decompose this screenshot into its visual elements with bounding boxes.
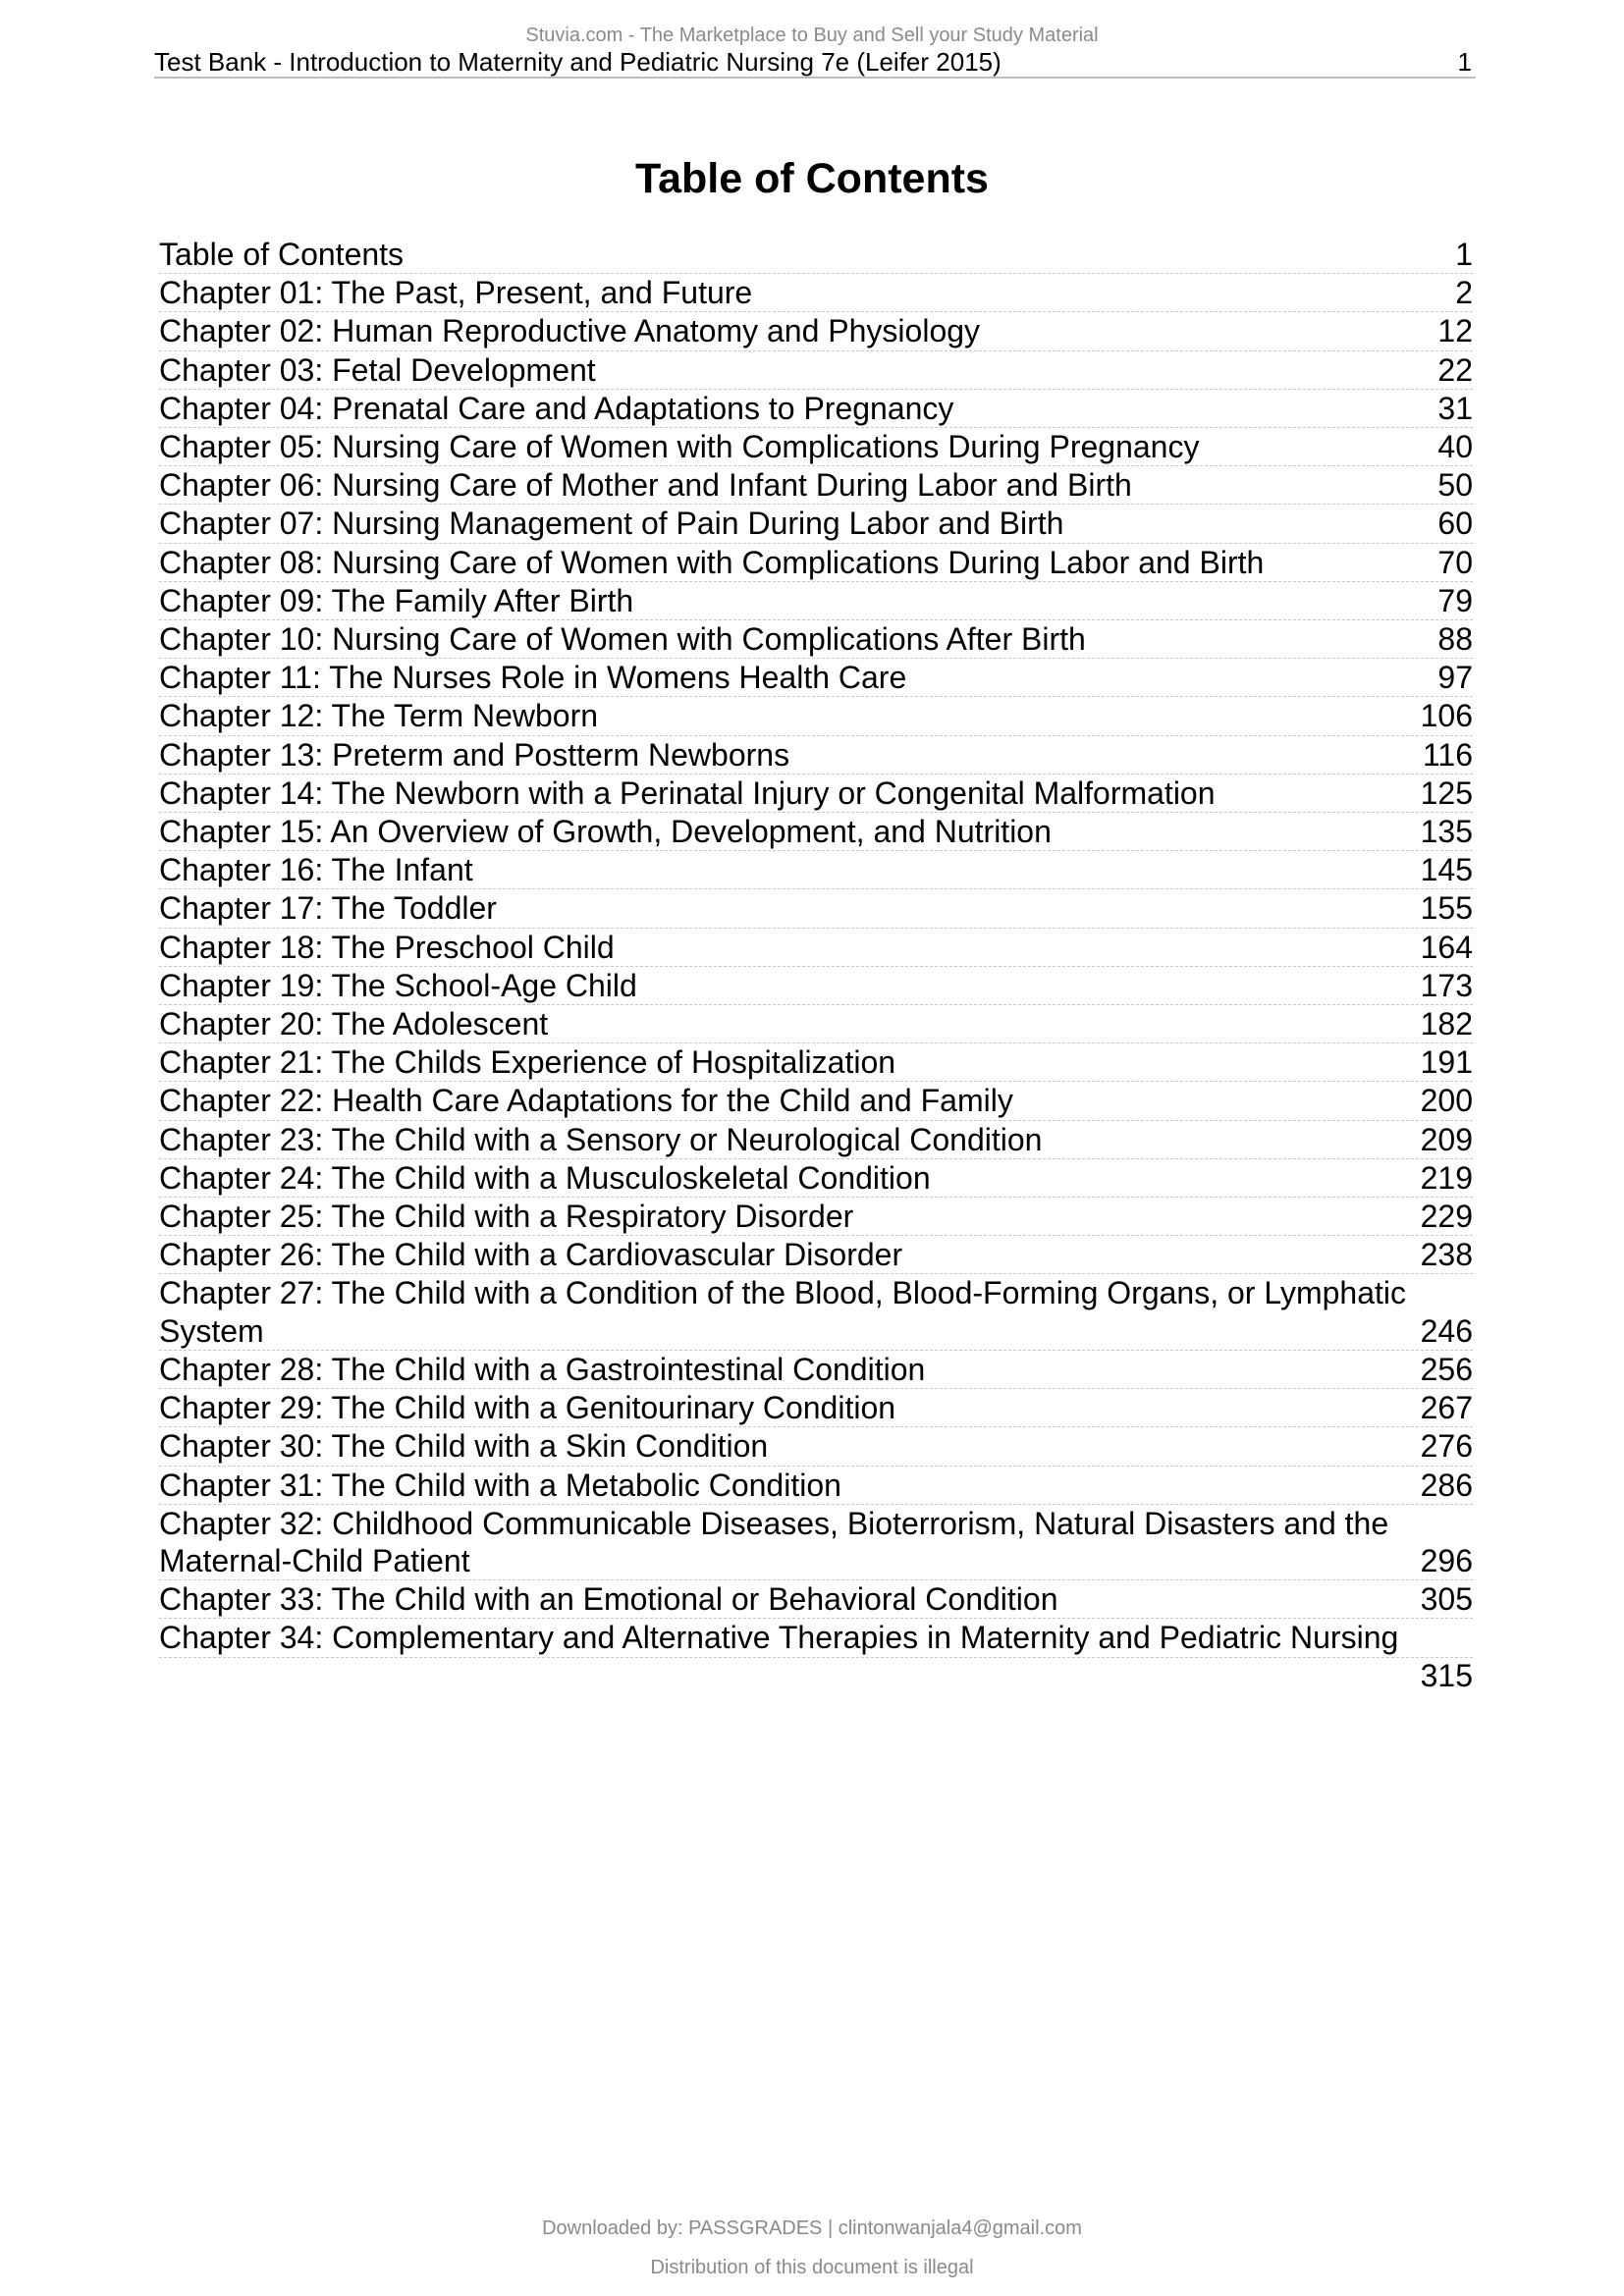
toc-entry-page-number[interactable]: 286 — [1420, 1467, 1473, 1503]
toc-entry-page-number[interactable]: 173 — [1420, 967, 1473, 1003]
toc-entry[interactable] — [159, 1005, 1473, 1043]
toc-entry-title[interactable]: Chapter 20: The Adolescent — [159, 1006, 549, 1042]
toc-entry-title[interactable]: Chapter 21: The Childs Experience of Hospitalization — [159, 1044, 896, 1081]
toc-entry-title[interactable]: Chapter 09: The Family After Birth — [159, 582, 634, 618]
toc-entry-title[interactable]: Chapter 14: The Newborn with a Perinatal Injury or Congenital Malformation — [159, 774, 1216, 811]
toc-entry-title[interactable]: Chapter 10: Nursing Care of Women with Complications After Birth — [159, 621, 1086, 658]
toc-entry-page-number[interactable]: 276 — [1420, 1428, 1473, 1465]
toc-entry-title[interactable]: Chapter 22: Health Care Adaptations for the Child and Family — [159, 1083, 1013, 1119]
toc-entry-title[interactable]: Chapter 28: The Child with a Gastrointestinal Condition — [159, 1351, 926, 1387]
toc-entry-title[interactable]: Chapter 12: The Term Newborn — [159, 698, 599, 734]
toc-entry[interactable] — [159, 1082, 1473, 1120]
toc-entry-title[interactable]: Chapter 02: Human Reproductive Anatomy and Physiology — [159, 313, 981, 349]
toc-entry[interactable] — [159, 1198, 1473, 1236]
toc-entry-page-number[interactable]: 106 — [1420, 698, 1473, 734]
toc-entry-title[interactable]: Chapter 16: The Infant — [159, 852, 473, 888]
toc-entry-title[interactable]: Chapter 04: Prenatal Care and Adaptations to Pregnancy — [159, 390, 954, 426]
toc-entry[interactable] — [159, 1043, 1473, 1082]
toc-entry-page-number[interactable]: 22 — [1437, 351, 1473, 388]
toc-entry-page-number[interactable]: 238 — [1420, 1237, 1473, 1273]
toc-entry-page-number[interactable]: 256 — [1420, 1351, 1473, 1387]
toc-entry-page-number[interactable]: 191 — [1420, 1044, 1473, 1081]
toc-entry[interactable] — [159, 620, 1473, 659]
toc-entry[interactable] — [159, 1351, 1473, 1389]
toc-entry-title[interactable]: Chapter 06: Nursing Care of Mother and Infant During Labor and Birth — [159, 467, 1132, 504]
toc-entry-page-number[interactable]: 2 — [1455, 275, 1473, 311]
toc-entry[interactable] — [159, 1427, 1473, 1466]
toc-entry-title[interactable]: Chapter 08: Nursing Care of Women with Complications During Labor and Birth — [159, 544, 1265, 580]
toc-entry[interactable] — [159, 813, 1473, 851]
toc-entry-title[interactable]: Chapter 05: Nursing Care of Women with Complications During Pregnancy — [159, 429, 1200, 465]
toc-entry-page-number[interactable]: 267 — [1420, 1390, 1473, 1426]
toc-entry-title[interactable]: Chapter 19: The School-Age Child — [159, 967, 637, 1003]
toc-entry[interactable] — [159, 582, 1473, 620]
toc-entry[interactable] — [159, 544, 1473, 582]
footer-downloaded-by: Downloaded by: PASSGRADES | clintonwanjala4@gmail.com — [542, 2217, 1082, 2239]
watermark-top: Stuvia.com - The Marketplace to Buy and Sell your Study Material — [525, 25, 1099, 46]
toc-entry[interactable] — [159, 1159, 1473, 1198]
toc-entry-page-number[interactable]: 315 — [1420, 1657, 1473, 1693]
toc-entry-title[interactable]: Chapter 23: The Child with a Sensory or Neurological Condition — [159, 1121, 1043, 1157]
toc-entry[interactable] — [159, 929, 1473, 967]
toc-entry[interactable] — [159, 466, 1473, 505]
toc-entry-page-number[interactable]: 12 — [1437, 313, 1473, 349]
toc-entry-title[interactable]: Chapter 30: The Child with a Skin Condition — [159, 1428, 769, 1465]
toc-entry-title[interactable]: Chapter 18: The Preschool Child — [159, 929, 615, 965]
toc-entry-page-number[interactable]: 200 — [1420, 1083, 1473, 1119]
toc-entry[interactable] — [159, 390, 1473, 428]
toc-entry-page-number[interactable]: 1 — [1455, 237, 1473, 272]
page-title: Table of Contents — [635, 155, 989, 202]
toc-entry-page-number[interactable]: 155 — [1420, 890, 1473, 927]
toc-entry-title[interactable]: Chapter 34: Complementary and Alternative Therapies in Maternity and Pediatric Nursing — [159, 1620, 1399, 1656]
toc-entry-page-number[interactable]: 40 — [1437, 429, 1473, 465]
toc-entry-title[interactable]: Chapter 17: The Toddler — [159, 890, 497, 927]
toc-entry-page-number[interactable]: 88 — [1437, 621, 1473, 658]
toc-entry-page-number[interactable]: 229 — [1420, 1199, 1473, 1235]
toc-entry[interactable] — [159, 736, 1473, 774]
toc-entry-title[interactable]: Chapter 01: The Past, Present, and Future — [159, 275, 753, 311]
toc-entry[interactable] — [159, 1121, 1473, 1159]
toc-entry[interactable] — [159, 697, 1473, 735]
toc-entry-title[interactable]: Table of Contents — [159, 237, 405, 272]
toc-entry-page-number[interactable]: 31 — [1437, 390, 1473, 426]
toc-entry[interactable] — [159, 967, 1473, 1005]
toc-entry-page-number[interactable]: 79 — [1437, 582, 1473, 618]
toc-entry-title[interactable]: Chapter 29: The Child with a Genitourinary Condition — [159, 1390, 896, 1426]
toc-entry-page-number[interactable]: 164 — [1420, 929, 1473, 965]
toc-entry[interactable] — [159, 659, 1473, 697]
toc-entry[interactable] — [159, 1236, 1473, 1274]
toc-entry-title[interactable]: Chapter 32: Childhood Communicable Diseases, Bioterrorism, Natural Disasters and the Maternal-Child Patient — [159, 1505, 1389, 1578]
toc-entry-title[interactable]: Chapter 25: The Child with a Respiratory Disorder — [159, 1199, 854, 1235]
toc-entry[interactable] — [159, 1467, 1473, 1505]
toc-entry[interactable] — [159, 428, 1473, 466]
running-header-title: Test Bank - Introduction to Maternity and Pediatric Nursing 7e (Leifer 2015) — [154, 47, 1001, 77]
running-header — [154, 45, 1476, 79]
toc-entry-title[interactable]: Chapter 24: The Child with a Musculoskeletal Condition — [159, 1159, 931, 1196]
toc-entry-page-number[interactable]: 60 — [1437, 506, 1473, 542]
toc-entry[interactable] — [159, 774, 1473, 813]
toc-entry[interactable] — [159, 274, 1473, 312]
toc-entry-page-number[interactable]: 219 — [1420, 1159, 1473, 1196]
toc-entry[interactable] — [159, 236, 1473, 274]
toc-entry-page-number[interactable]: 50 — [1437, 467, 1473, 504]
toc-entry-title[interactable]: Chapter 33: The Child with an Emotional or Behavioral Condition — [159, 1581, 1058, 1618]
toc-entry[interactable] — [159, 505, 1473, 543]
table-of-contents — [159, 236, 1473, 1693]
toc-entry[interactable] — [159, 1619, 1473, 1693]
toc-entry-page-number[interactable]: 246 — [1420, 1312, 1473, 1349]
toc-entry-page-number[interactable]: 70 — [1437, 544, 1473, 580]
toc-entry[interactable] — [159, 1505, 1473, 1580]
toc-entry-title[interactable]: Chapter 15: An Overview of Growth, Development, and Nutrition — [159, 814, 1052, 850]
toc-entry-title[interactable]: Chapter 13: Preterm and Postterm Newborns — [159, 736, 790, 773]
toc-entry-page-number[interactable]: 296 — [1420, 1542, 1473, 1578]
toc-entry-title[interactable]: Chapter 26: The Child with a Cardiovascular Disorder — [159, 1237, 903, 1273]
toc-entry-page-number[interactable]: 97 — [1437, 660, 1473, 696]
toc-entry-page-number[interactable]: 116 — [1422, 736, 1473, 773]
toc-entry[interactable] — [159, 351, 1473, 390]
toc-entry[interactable] — [159, 889, 1473, 928]
toc-entry-title[interactable]: Chapter 27: The Child with a Condition of the Blood, Blood-Forming Organs, or Lymphatic System — [159, 1275, 1406, 1349]
toc-entry[interactable] — [159, 312, 1473, 350]
toc-entry-page-number[interactable]: 182 — [1420, 1006, 1473, 1042]
toc-entry-page-number[interactable]: 125 — [1420, 774, 1473, 811]
toc-entry-page-number[interactable]: 135 — [1420, 814, 1473, 850]
running-header-page-number: 1 — [1457, 47, 1472, 77]
toc-entry-title[interactable]: Chapter 07: Nursing Management of Pain During Labor and Birth — [159, 506, 1064, 542]
toc-entry-page-number[interactable]: 305 — [1420, 1581, 1473, 1618]
toc-entry[interactable] — [159, 1389, 1473, 1427]
toc-entry-page-number[interactable]: 209 — [1420, 1121, 1473, 1157]
toc-entry[interactable] — [159, 1580, 1473, 1619]
toc-entry-title[interactable]: Chapter 11: The Nurses Role in Womens Health Care — [159, 660, 907, 696]
toc-entry-title[interactable]: Chapter 03: Fetal Development — [159, 351, 596, 388]
footer-distribution-notice: Distribution of this document is illegal — [650, 2257, 974, 2278]
toc-entry[interactable] — [159, 851, 1473, 889]
toc-entry-title[interactable]: Chapter 31: The Child with a Metabolic Condition — [159, 1467, 841, 1503]
toc-entry[interactable] — [159, 1274, 1473, 1350]
toc-entry-page-number[interactable]: 145 — [1420, 852, 1473, 888]
